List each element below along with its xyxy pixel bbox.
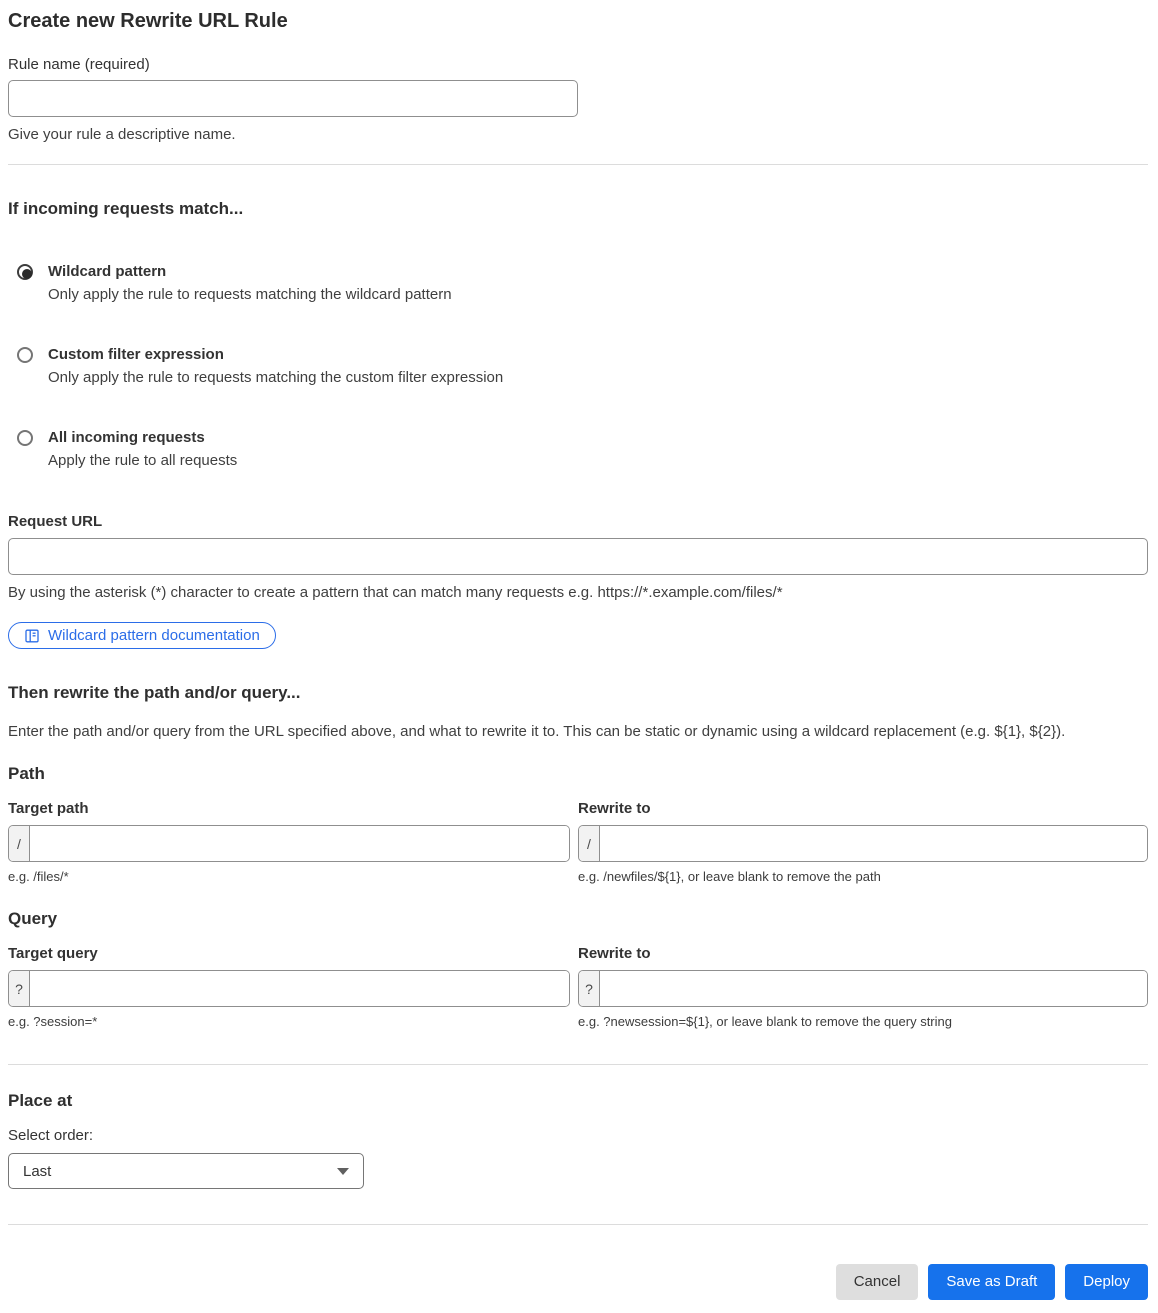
query-rewrite-input-group bbox=[578, 970, 1148, 1007]
cancel-button[interactable]: Cancel bbox=[836, 1264, 919, 1300]
wildcard-documentation-label: Wildcard pattern documentation bbox=[48, 627, 260, 644]
slash-prefix: / bbox=[579, 826, 600, 861]
rewrite-section-description: Enter the path and/or query from the URL specified above, and what to rewrite it to. This can be static or dynamic using a wildcard replacement (e.g. ${1}, ${2}). bbox=[8, 723, 1066, 740]
query-fields-row bbox=[8, 930, 1148, 1029]
order-select-value: Last bbox=[23, 1162, 52, 1180]
path-rewrite-help: e.g. /newfiles/${1}, or leave blank to remove the path bbox=[578, 869, 881, 884]
place-at-heading: Place at bbox=[8, 1091, 73, 1110]
request-url-label: Request URL bbox=[8, 513, 103, 530]
query-rewrite-input[interactable] bbox=[600, 971, 1147, 1006]
wildcard-documentation-button[interactable] bbox=[8, 622, 276, 649]
question-mark-prefix: ? bbox=[9, 971, 30, 1006]
match-section-heading: If incoming requests match... bbox=[8, 199, 244, 218]
order-select[interactable] bbox=[8, 1153, 364, 1189]
radio-option-label: All incoming requests bbox=[48, 429, 205, 446]
chevron-down-icon bbox=[337, 1168, 349, 1175]
radio-option-all-requests[interactable] bbox=[8, 429, 1148, 469]
footer-actions bbox=[8, 1264, 1148, 1300]
radio-option-description: Only apply the rule to requests matching the wildcard pattern bbox=[48, 286, 452, 303]
book-icon bbox=[24, 628, 40, 644]
path-subheading: Path bbox=[8, 764, 45, 783]
request-url-input[interactable] bbox=[8, 538, 1148, 575]
deploy-button[interactable]: Deploy bbox=[1065, 1264, 1148, 1300]
path-rewrite-input-group bbox=[578, 825, 1148, 862]
target-query-help: e.g. ?session=* bbox=[8, 1014, 98, 1029]
request-url-help: By using the asterisk (*) character to create a pattern that can match many requests e.g. https://*.example.com/files/* bbox=[8, 584, 783, 601]
radio-option-description: Apply the rule to all requests bbox=[48, 452, 238, 469]
query-rewrite-to-label: Rewrite to bbox=[578, 945, 651, 962]
query-rewrite-help: e.g. ?newsession=${1}, or leave blank to remove the query string bbox=[578, 1014, 952, 1029]
target-path-label: Target path bbox=[8, 800, 89, 817]
target-path-help: e.g. /files/* bbox=[8, 869, 69, 884]
page-title: Create new Rewrite URL Rule bbox=[8, 10, 288, 32]
radio-button-icon[interactable] bbox=[17, 264, 33, 280]
target-query-input[interactable] bbox=[30, 971, 569, 1006]
path-fields-row bbox=[8, 785, 1148, 884]
divider bbox=[8, 164, 1148, 165]
target-path-input[interactable] bbox=[30, 826, 569, 861]
target-path-input-group bbox=[8, 825, 570, 862]
path-rewrite-to-label: Rewrite to bbox=[578, 800, 651, 817]
radio-button-icon[interactable] bbox=[17, 430, 33, 446]
radio-button-icon[interactable] bbox=[17, 347, 33, 363]
save-as-draft-button[interactable]: Save as Draft bbox=[928, 1264, 1055, 1300]
radio-option-label: Wildcard pattern bbox=[48, 263, 167, 280]
divider bbox=[8, 1224, 1148, 1225]
target-query-input-group bbox=[8, 970, 570, 1007]
radio-option-custom-filter[interactable] bbox=[8, 346, 1148, 386]
rule-name-input[interactable] bbox=[8, 80, 578, 117]
question-mark-prefix: ? bbox=[579, 971, 600, 1006]
select-order-label: Select order: bbox=[8, 1127, 94, 1144]
radio-option-description: Only apply the rule to requests matching the custom filter expression bbox=[48, 369, 504, 386]
divider bbox=[8, 1064, 1148, 1065]
create-rewrite-rule-form bbox=[0, 8, 1158, 1300]
rule-name-label: Rule name (required) bbox=[8, 56, 150, 73]
radio-option-label: Custom filter expression bbox=[48, 346, 224, 363]
rule-name-help: Give your rule a descriptive name. bbox=[8, 126, 236, 143]
query-subheading: Query bbox=[8, 909, 58, 928]
rewrite-section-heading: Then rewrite the path and/or query... bbox=[8, 683, 301, 702]
target-query-label: Target query bbox=[8, 945, 98, 962]
radio-option-wildcard-pattern[interactable] bbox=[8, 263, 1148, 303]
slash-prefix: / bbox=[9, 826, 30, 861]
path-rewrite-input[interactable] bbox=[600, 826, 1147, 861]
